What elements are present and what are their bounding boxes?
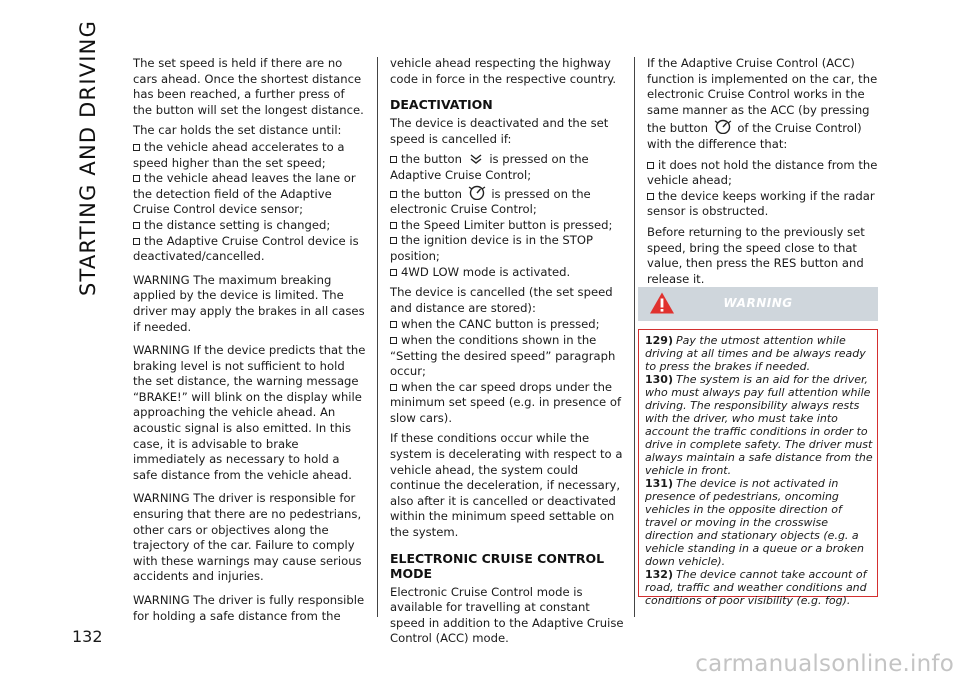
column-2	[390, 56, 625, 652]
paragraph: vehicle ahead respecting the highway code in force in the respective country.	[390, 56, 617, 86]
bullet-square-icon	[133, 175, 140, 182]
list-item: the vehicle ahead accelerates to a speed higher than the set speed;	[133, 139, 345, 170]
list-item: the Adaptive Cruise Control device is deactivated/cancelled.	[133, 233, 359, 264]
bullet-square-icon	[133, 144, 140, 151]
column-3	[647, 56, 879, 292]
paragraph: The device is cancelled (the set speed and distance are stored):	[390, 285, 613, 315]
list-item: the device keeps working if the radar sensor is obstructed.	[647, 188, 875, 219]
column-divider	[377, 57, 378, 617]
warning-note: 131) The device is not activated in presence of pedestrians, oncoming vehicles in the opposite direction of travel or moving in the crosswise direction and stationary objects (e.g. a vehicle standing in a queue or a broken down vehicle).	[645, 477, 864, 568]
bullet-square-icon	[647, 162, 654, 169]
bullet-square-icon	[647, 193, 654, 200]
paragraph: If these conditions occur while the system is decelerating with respect to a vehicle ahead, the system could continue the deceleration, if necessary, also after it is cancelled or deactivated within the minimum speed settable on the system.	[390, 431, 623, 540]
bullet-square-icon	[390, 384, 397, 391]
list-item: the Speed Limiter button is pressed;	[390, 218, 625, 234]
list-item: 4WD LOW mode is activated.	[390, 265, 625, 281]
warning-paragraph: WARNING The maximum breaking applied by the device is limited. The driver may apply the brakes in all cases if needed.	[133, 272, 365, 334]
list-item: when the car speed drops under the minimum set speed (e.g. in presence of slow cars).	[390, 379, 622, 425]
bullet-square-icon	[390, 337, 397, 344]
acc-distance-icon	[468, 153, 484, 165]
section-title-vertical: STARTING AND DRIVING	[76, 19, 100, 296]
warning-body	[638, 329, 878, 607]
bullet-list	[133, 140, 367, 265]
warning-note: 130) The system is an aid for the driver, who must always pay full attention while driving. The responsibility always rests with the driver, who must take into account the traffic conditions in order to drive in complete safety. The driver must always maintain a safe distance from the vehicle in front.	[645, 373, 873, 477]
paragraph: The device is deactivated and the set speed is cancelled if:	[390, 116, 609, 146]
list-item: when the CANC button is pressed;	[390, 317, 625, 333]
bullet-square-icon	[133, 238, 140, 245]
warning-header	[638, 287, 878, 321]
bullet-square-icon	[390, 191, 397, 198]
bullet-square-icon	[390, 321, 397, 328]
paragraph: Electronic Cruise Control mode is available for travelling at constant speed in addition to the Adaptive Cruise Control (ACC) mode.	[390, 584, 624, 646]
bullet-square-icon	[390, 237, 397, 244]
page-number: 132	[72, 627, 103, 646]
bullet-list	[647, 158, 879, 220]
warning-paragraph: WARNING The driver is responsible for ensuring that there are no pedestrians, other cars or objectives along the trajectory of the car. Failure to comply with these warnings may cause serious accidents and injuries.	[133, 491, 362, 584]
bullet-square-icon	[390, 269, 397, 276]
warning-title: WARNING	[723, 296, 793, 310]
warning-note: 129) Pay the utmost attention while driving at all times and be always ready to press the brakes if needed.	[645, 334, 866, 373]
bullet-square-icon	[390, 156, 397, 163]
paragraph: If the Adaptive Cruise Control (ACC) function is implemented on the car, the electronic Cruise Control works in the same manner as the ACC (by pressing the button of the Cruise Control) with the difference that:	[647, 56, 878, 151]
cruise-control-speedometer-icon	[468, 184, 486, 200]
section-heading: DEACTIVATION	[390, 97, 493, 113]
warning-paragraph: WARNING The driver is fully responsible for holding a safe distance from the	[133, 593, 365, 623]
column-1	[133, 56, 367, 629]
list-item: the button is pressed on the electronic Cruise Control;	[390, 184, 625, 218]
list-item: it does not hold the distance from the vehicle ahead;	[647, 157, 878, 188]
watermark: carmanualsonline.info	[695, 651, 954, 677]
column-divider	[634, 57, 635, 617]
paragraph: Before returning to the previously set speed, bring the speed close to that value, then press the RES button and release it.	[647, 224, 865, 286]
paragraph: The car holds the set distance until:	[133, 123, 342, 138]
bullet-list	[390, 152, 625, 280]
list-item: the button is pressed on the Adaptive Cruise Control;	[390, 152, 589, 182]
bullet-list	[390, 317, 625, 426]
section-heading: ELECTRONIC CRUISE CONTROL MODE	[390, 550, 605, 581]
warning-box	[638, 287, 878, 607]
warning-note: 132) The device cannot take account of road, traffic and weather conditions and conditions of poor visibility (e.g. fog).	[645, 568, 867, 607]
list-item: the distance setting is changed;	[133, 218, 367, 234]
paragraph: The set speed is held if there are no cars ahead. Once the shortest distance has been reached, a further press of the button will set the longest distance.	[133, 56, 364, 117]
cruise-control-speedometer-icon	[714, 118, 732, 134]
bullet-square-icon	[133, 222, 140, 229]
bullet-square-icon	[390, 222, 397, 229]
list-item: when the conditions shown in the “Setting the desired speed” paragraph occur;	[390, 332, 616, 379]
list-item: the vehicle ahead leaves the lane or the detection field of the Adaptive Cruise Control device sensor;	[133, 171, 356, 217]
list-item: the ignition device is in the STOP position;	[390, 233, 593, 263]
warning-paragraph: WARNING If the device predicts that the braking level is not sufficient to hold the set distance, the warning message “BRAKE!” will blink on the display while approaching the vehicle ahead. An acoustic signal is also emitted. In this case, it is advisable to brake immediately as necessary to hold a safe distance from the vehicle ahead.	[133, 343, 366, 482]
